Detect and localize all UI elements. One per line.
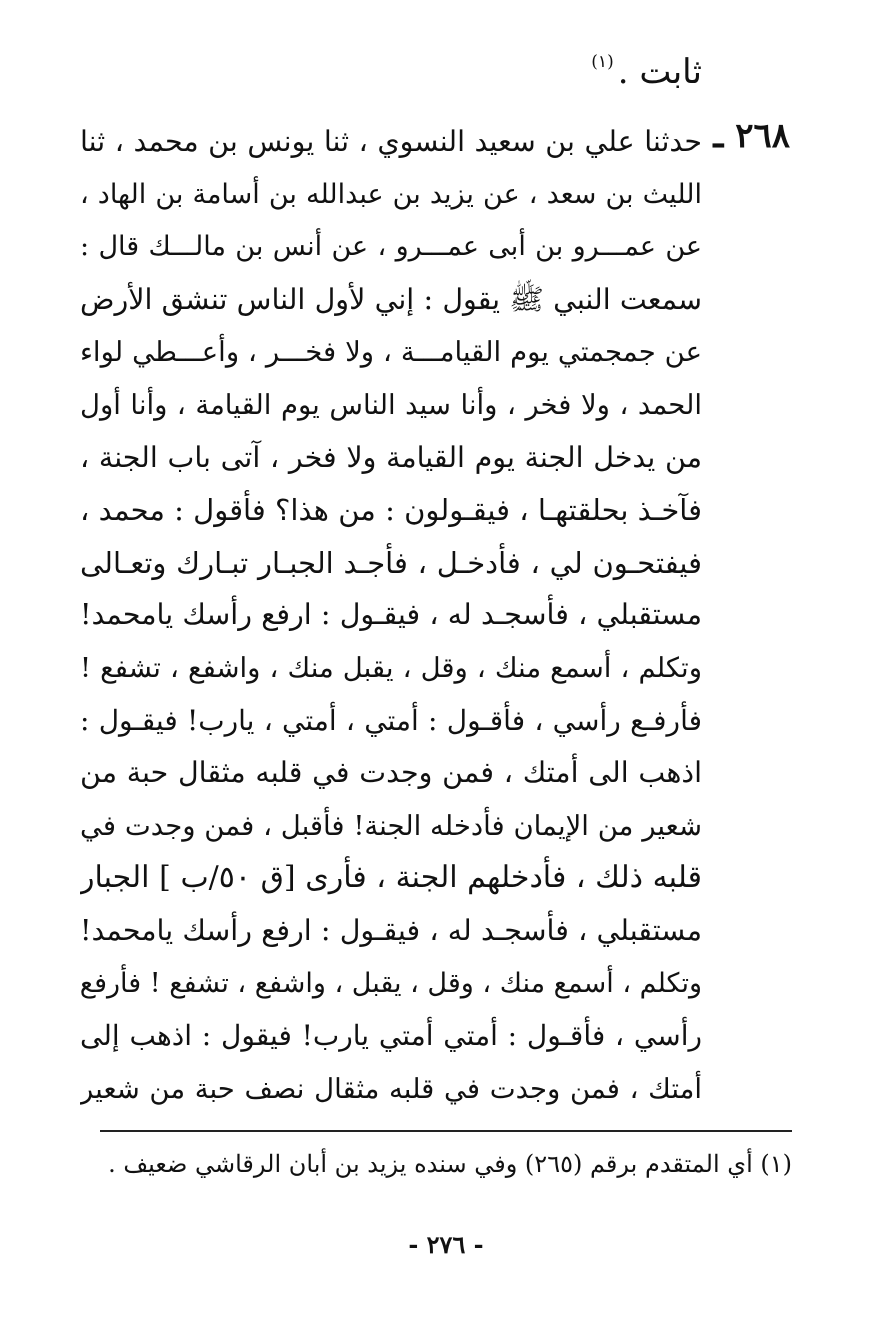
text-line: من يدخل الجنة يوم القيامة ولا فخر ، آتى باب الجنة ، xyxy=(80,440,702,474)
text-line: فأرفـع رأسي ، فأقـول : أمتي ، أمتي ، يارب! فيقـول : xyxy=(80,703,702,737)
text-line: عن جمجمتي يوم القيامـــة ، ولا فخـــر ، وأعـــطي لواء xyxy=(80,336,702,369)
page-number: - ٢٧٦ - xyxy=(408,1230,484,1259)
footnote: (١) أي المتقدم برقم (٢٦٥) وفي سنده يزيد بن أبان الرقاشي ضعيف . xyxy=(108,1150,792,1178)
text-line: حدثنا علي بن سعيد النسوي ، ثنا يونس بن محمد ، ثنا xyxy=(80,125,702,158)
text-line: سمعت النبي ﷺ يقول : إني لأول الناس تنشق الأرض xyxy=(80,282,702,316)
hadith-number: ٢٦٨ ـ xyxy=(713,116,790,156)
text-line: الحمد ، ولا فخر ، وأنا سيد الناس يوم القيامة ، وأنا أول xyxy=(80,388,702,421)
continued-line-text: ثابت . xyxy=(617,52,702,92)
text-line: فيفتحـون لي ، فأدخـل ، فأجـد الجبـار تبـارك وتعـالى xyxy=(80,545,702,580)
text-line: مستقبلي ، فأسجـد له ، فيقـول : ارفع رأسك يامحمد! xyxy=(80,913,702,947)
text-line: مستقبلي ، فأسجـد له ، فيقـول : ارفع رأسك يامحمد! xyxy=(80,598,702,632)
text-line: شعير من الإيمان فأدخله الجنة! فأقبل ، فمن وجدت في xyxy=(80,809,702,842)
text-line: الليث بن سعد ، عن يزيد بن عبدالله بن أسامة بن الهاد ، xyxy=(80,178,702,210)
text-line: عن عمـــرو بن أبى عمـــرو ، عن أنس بن مالـــك قال : xyxy=(80,231,702,263)
text-line: قلبه ذلك ، فأدخلهم الجنة ، فأرى [ق ٥٠/ب ] الجبار xyxy=(80,860,702,896)
text-line: فآخـذ بحلقتهـا ، فيقـولون : من هذا؟ فأقول : محمد ، xyxy=(80,493,702,528)
text-line: رأسي ، فأقـول : أمتي أمتي يارب! فيقول : اذهب إلى xyxy=(80,1019,702,1053)
footnote-reference: (١) xyxy=(591,52,614,72)
continued-line xyxy=(591,52,702,92)
text-line: وتكلم ، أسمع منك ، وقل ، يقبل منك ، واشفع ، تشفع ! xyxy=(80,651,702,684)
text-line: وتكلم ، أسمع منك ، وقل ، يقبل ، واشفع ، تشفع ! فأرفع xyxy=(80,967,702,999)
hadith-text xyxy=(80,116,702,1115)
text-line: اذهب الى أمتك ، فمن وجدت في قلبه مثقال حبة من xyxy=(80,756,702,790)
text-line: أمتك ، فمن وجدت في قلبه مثقال نصف حبة من شعير xyxy=(80,1072,702,1105)
footnote-divider xyxy=(100,1130,792,1132)
